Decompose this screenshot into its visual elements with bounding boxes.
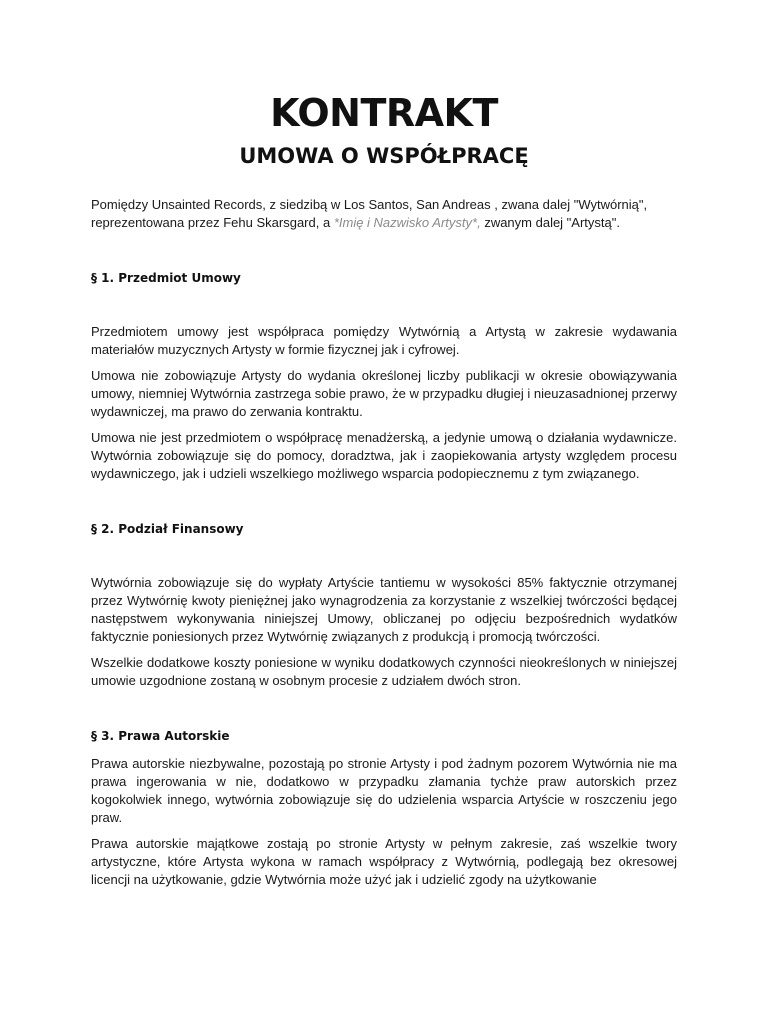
intro-text-start: Pomiędzy Unsainted Records, z siedzibą w Los Santos, San Andreas , zwana dalej "Wytwórnią", reprezentowana przez Fehu Skarsgard, a: [91, 197, 648, 230]
section-2-heading: § 2. Podział Finansowy: [91, 522, 244, 536]
section-2-paragraph-2: Wszelkie dodatkowe koszty poniesione w wyniku dodatkowych czynności nieokreślonych w niniejszej umowie uzgodnione zostaną w osobnym procesie z udziałem dwóch stron.: [91, 655, 677, 688]
section-3-paragraph-1: Prawa autorskie niezbywalne, pozostają po stronie Artysty i pod żadnym pozorem Wytwórnia nie ma prawa ingerowania w nie, dodatkowo w przypadku złamania tychże praw autorskich przez kogokolwiek innego, wytwórnia zobowiązuje się do udzielenia wsparcia Artyście w roszczeniu jego praw.: [91, 756, 677, 825]
document-title: KONTRAKT: [270, 91, 498, 135]
section-3-heading: § 3. Prawa Autorskie: [91, 729, 230, 743]
artist-name-placeholder: *Imię i Nazwisko Artysty*,: [333, 215, 481, 230]
section-1-heading: § 1. Przedmiot Umowy: [91, 271, 241, 285]
intro-paragraph: [91, 196, 677, 232]
document-body: [91, 196, 677, 897]
document-subtitle: UMOWA O WSPÓŁPRACĘ: [239, 144, 529, 168]
intro-text-end: zwanym dalej "Artystą".: [480, 215, 620, 230]
section-1-paragraph-1: Przedmiotem umowy jest współpraca pomiędzy Wytwórnią a Artystą w zakresie wydawania materiałów muzycznych Artysty w formie fizycznej jak i cyfrowej.: [91, 324, 677, 357]
section-2-paragraph-1: Wytwórnia zobowiązuje się do wypłaty Artyście tantiemu w wysokości 85% faktycznie otrzymanej przez Wytwórnię kwoty pieniężnej jako wynagrodzenia za korzystanie z wszelkiej twórczości będącej następstwem wykonywania niniejszej Umowy, obliczanej po odjęciu bezpośrednich wydatków faktycznie poniesionych przez Wytwórnię związanych z produkcją i promocją twórczości.: [91, 575, 677, 644]
section-3-paragraph-2: Prawa autorskie majątkowe zostają po stronie Artysty w pełnym zakresie, zaś wszelkie twory artystyczne, które Artysta wykona w ramach współpracy z Wytwórnią, podlegają bez okresowej licencji na użytkowanie, gdzie Wytwórnia może użyć jak i udzielić zgody na użytkowanie: [91, 836, 677, 887]
section-1-paragraph-3: Umowa nie jest przedmiotem o współpracę menadżerską, a jedynie umową o działania wydawnicze. Wytwórnia zobowiązuje się do pomocy, doradztwa, jak i zaopiekowania artysty względem procesu wydawniczego, jak i udzieli wszelkiego możliwego wsparcia podopiecznemu z tym związanego.: [91, 430, 677, 481]
section-1-paragraph-2: Umowa nie zobowiązuje Artysty do wydania określonej liczby publikacji w okresie obowiązywania umowy, niemniej Wytwórnia zastrzega sobie prawo, że w przypadku długiej i nieuzasadnionej przerwy wydawniczej, ma prawo do zerwania kontraktu.: [91, 368, 677, 419]
